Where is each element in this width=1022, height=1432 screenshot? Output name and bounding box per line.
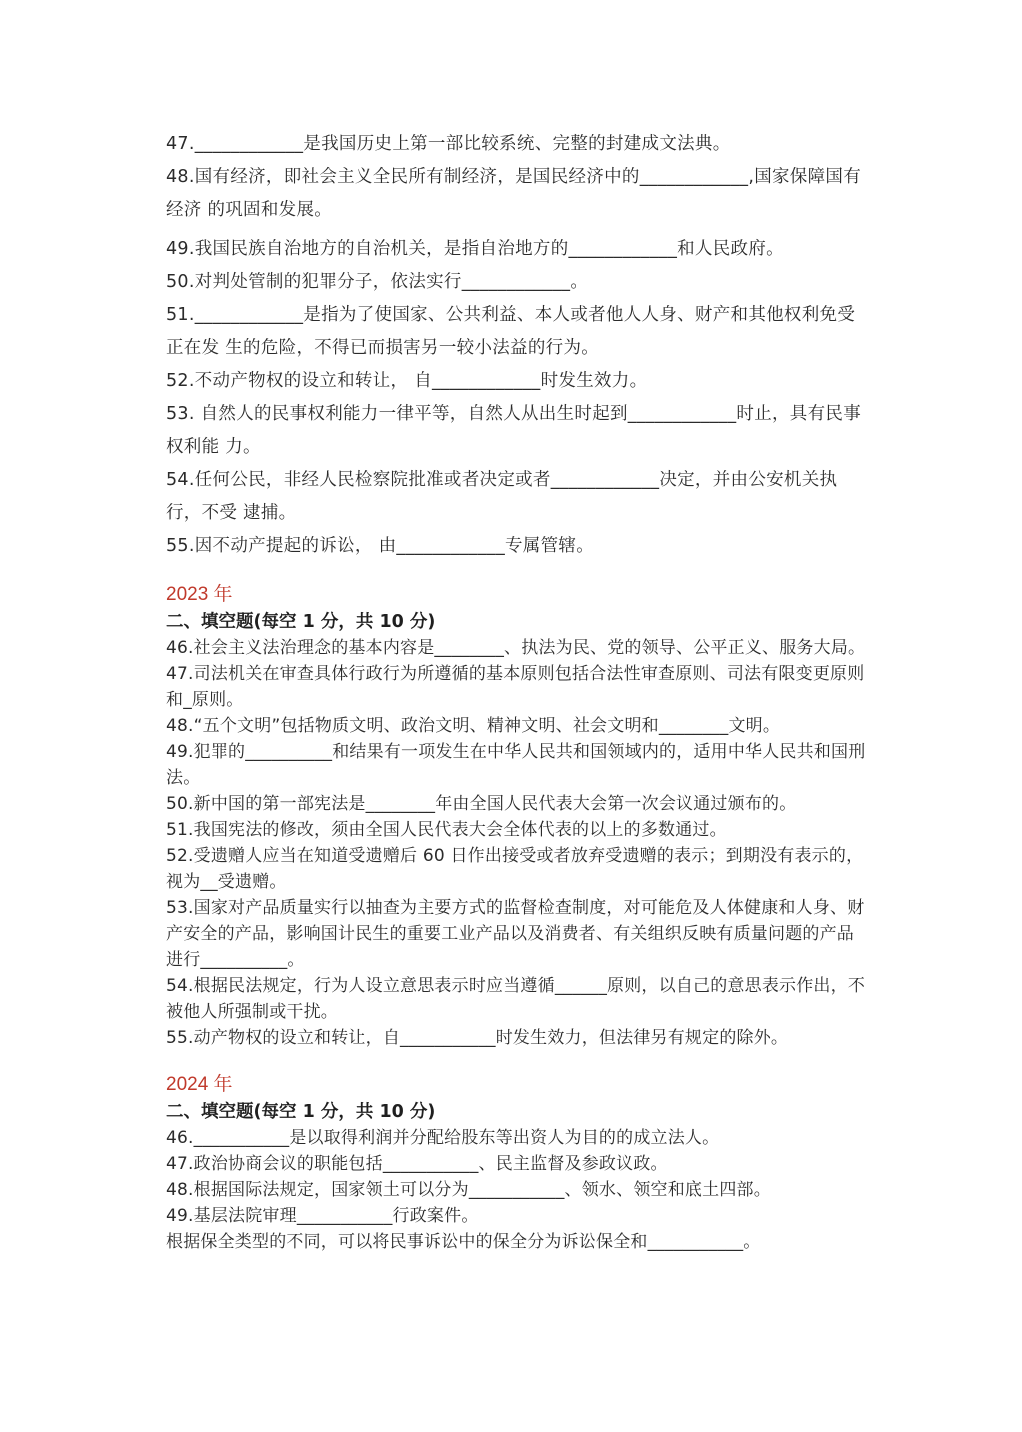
- question-2023-52: 52.受遗赠人应当在知道受遗赠后 60 日作出接受或者放弃受遗赠的表示；到期没有表示的，视为__受遗赠。: [166, 846, 864, 892]
- question-2023-50: 50.新中国的第一部宪法是________年由全国人民代表大会第一次会议通过颁布的。: [166, 794, 797, 814]
- question-47: 47.____________是我国历史上第一部比较系统、完整的封建成文法典。: [166, 134, 731, 154]
- question-2023-54: 54.根据民法规定，行为人设立意思表示时应当遵循______原则，以自己的意思表示作出，不被他人所强制或干扰。: [166, 976, 866, 1022]
- year-heading-2024: 2024 年: [166, 1074, 233, 1095]
- question-51: 51.____________是指为了使国家、公共利益、本人或者他人人身、财产和其他权利免受正在发 生的危险，不得已而损害另一较小法益的行为。: [166, 305, 856, 358]
- section-title-2023: 二、填空题(每空 1 分，共 10 分): [166, 612, 436, 632]
- question-2023-48: 48.“五个文明”包括物质文明、政治文明、精神文明、社会文明和________文明。: [166, 716, 781, 736]
- question-2023-46: 46.社会主义法治理念的基本内容是________、执法为民、党的领导、公平正义、服务大局。: [166, 638, 866, 658]
- question-2024-48: 48.根据国际法规定，国家领土可以分为___________、领水、领空和底土四部。: [166, 1180, 771, 1200]
- question-2024-49: 49.基层法院审理___________行政案件。: [166, 1206, 479, 1226]
- question-53: 53. 自然人的民事权利能力一律平等，自然人从出生时起到____________时止，具有民事权利能 力。: [166, 404, 861, 457]
- question-50: 50.对判处管制的犯罪分子，依法实行____________。: [166, 272, 589, 292]
- question-2024-47: 47.政治协商会议的职能包括___________、民主监督及参政议政。: [166, 1154, 668, 1174]
- question-49: 49.我国民族自治地方的自治机关，是指自治地方的____________和人民政府。: [166, 239, 784, 259]
- document-content: [166, 128, 866, 1255]
- question-48: 48.国有经济，即社会主义全民所有制经济，是国民经济中的____________,国家保障国有经济 的巩固和发展。: [166, 167, 861, 220]
- question-2024-46: 46.___________是以取得利润并分配给股东等出资人为目的的成立法人。: [166, 1128, 720, 1148]
- year-heading-2023: 2023 年: [166, 584, 233, 605]
- question-2023-47: 47.司法机关在审查具体行政行为所遵循的基本原则包括合法性审查原则、司法有限变更原则和_原则。: [166, 664, 865, 710]
- question-2023-49: 49.犯罪的__________和结果有一项发生在中华人民共和国领域内的，适用中华人民共和国刑法。: [166, 742, 866, 788]
- question-52: 52.不动产物权的设立和转让， 自____________时发生效力。: [166, 371, 648, 391]
- question-54: 54.任何公民，非经人民检察院批准或者决定或者____________决定，并由公安机关执行，不受 逮捕。: [166, 470, 838, 523]
- section-title-2024: 二、填空题(每空 1 分，共 10 分): [166, 1102, 436, 1122]
- question-2023-51: 51.我国宪法的修改，须由全国人民代表大会全体代表的以上的多数通过。: [166, 820, 727, 840]
- question-55: 55.因不动产提起的诉讼， 由____________专属管辖。: [166, 536, 594, 556]
- question-2023-53: 53.国家对产品质量实行以抽查为主要方式的监督检查制度，对可能危及人体健康和人身、财产安全的产品，影响国计民生的重要工业产品以及消费者、有关组织反映有质量问题的产品进行__________。: [166, 898, 865, 970]
- question-2024-50: 根据保全类型的不同，可以将民事诉讼中的保全分为诉讼保全和___________。: [166, 1232, 761, 1252]
- question-2023-55: 55.动产物权的设立和转让，自___________时发生效力，但法律另有规定的除外。: [166, 1028, 789, 1048]
